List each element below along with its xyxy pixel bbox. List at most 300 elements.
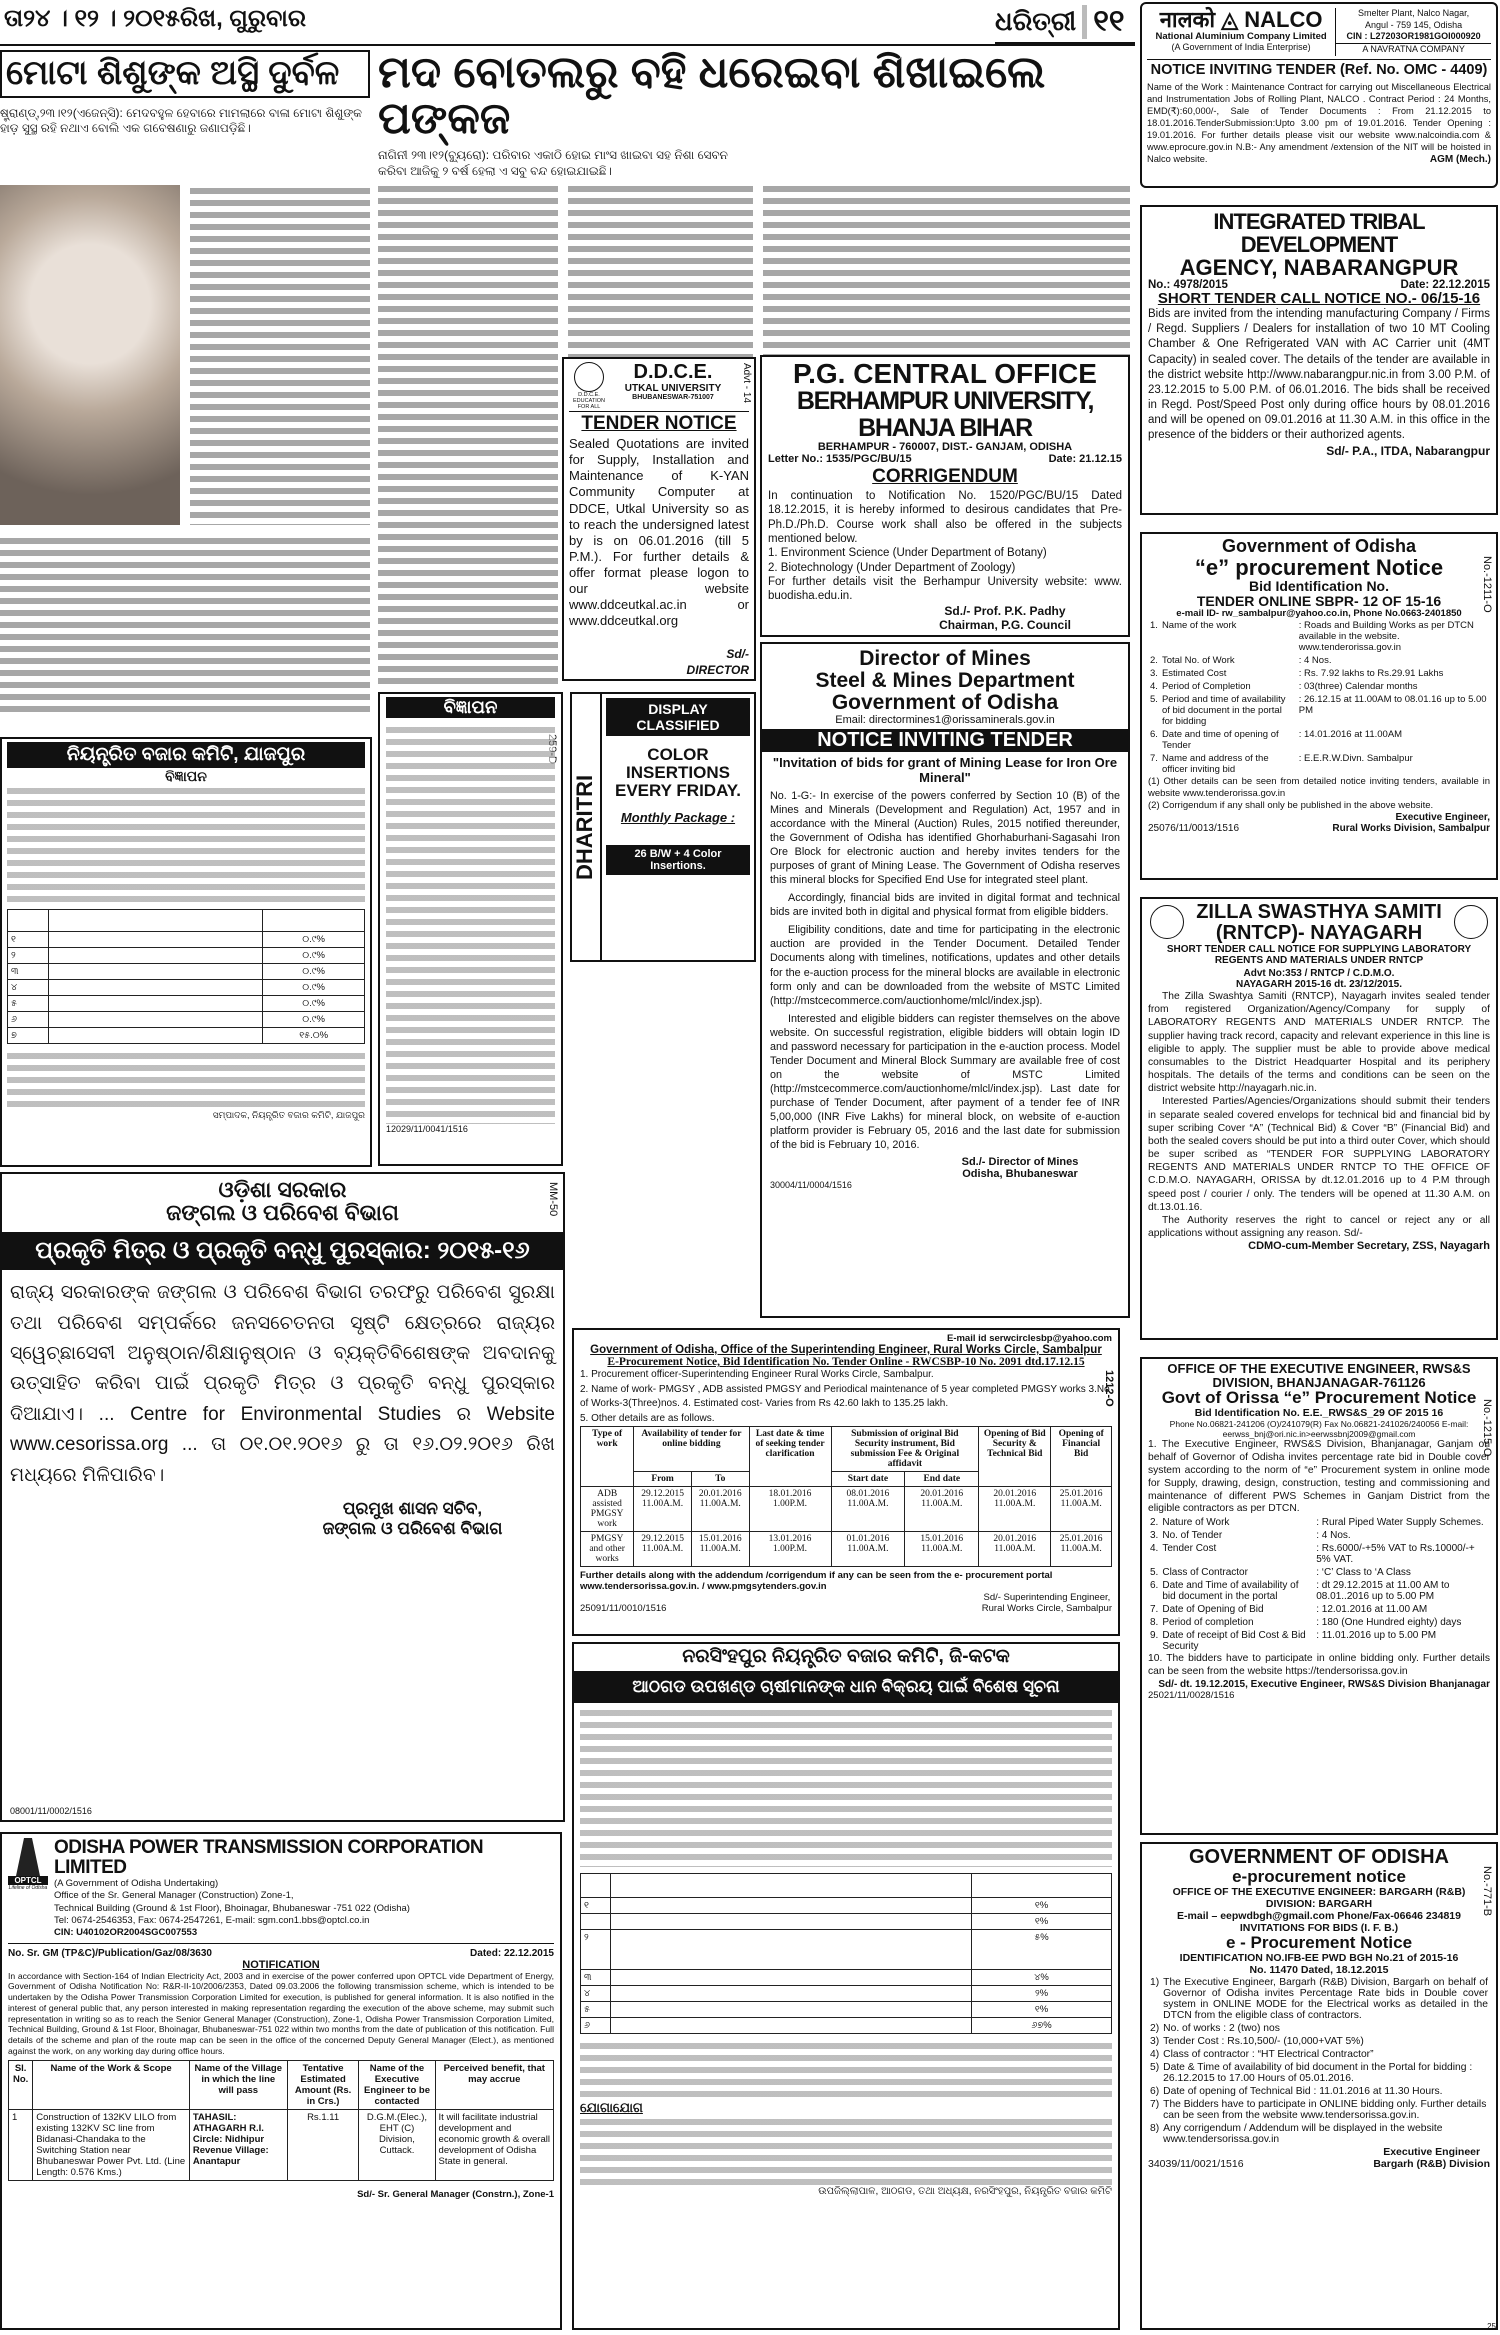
- table-cell: 20.01.2016 11.00A.M.: [691, 1487, 749, 1532]
- table-cell: [49, 964, 263, 980]
- article-2-body-col1: [378, 183, 558, 685]
- rwss-item: [1148, 1566, 1490, 1579]
- ddce-logo-text: D.D.C.E. EDUCATION FOR ALL: [573, 392, 605, 411]
- forest-bar: ପ୍ରକୃତି ମିତ୍ର ଓ ପ୍ରକୃତି ବନ୍ଧୁ ପୁରସ୍କାର: ୨୦୧୫-୧୬: [2, 1232, 563, 1270]
- table-cell: ୧%: [972, 1913, 1112, 1929]
- table-cell: No. of works : 2 (two) nos: [1163, 2022, 1280, 2034]
- bargarh-item: [1148, 2048, 1490, 2061]
- itda-tender-ad: [1140, 205, 1498, 515]
- table-cell: Tender Cost: [1162, 1543, 1217, 1555]
- table-row: [581, 1487, 1112, 1532]
- table-row: [9, 2061, 554, 2110]
- table-cell: 6.: [1150, 729, 1158, 741]
- jajpur-body: [7, 785, 365, 905]
- bigyapan-code: 12029/11/0041/1516: [386, 1124, 468, 1134]
- table-cell: 20.01.2016 11.00A.M.: [905, 1487, 979, 1532]
- ddce-city: BHUBANESWAR-751007: [632, 394, 714, 401]
- narsinghpur-sign: ଉପଜିଲ୍ଲାପାଳ, ଆଠଗଡ, ତଥା ଅଧ୍ୟକ୍ଷ, ନରସିଂହପୁର, ନିୟନ୍ତ୍ରିତ ବଜାର କମିଟି: [818, 2185, 1112, 2197]
- rwc-sign-1: Sd/- Superintending Engineer,: [983, 1592, 1111, 1603]
- table-header-cell: Type of work: [581, 1427, 634, 1487]
- optcl-sign: Sd/- Sr. General Manager (Constrn.), Zone-1: [357, 2189, 554, 2201]
- table-header-cell: Opening of Financial Bid: [1051, 1427, 1112, 1487]
- table-row: [9, 2110, 554, 2181]
- rwss-item: [1148, 1603, 1490, 1616]
- divider: [1082, 5, 1087, 39]
- sbpr-item: [1148, 680, 1490, 693]
- table-cell: Nature of Work: [1162, 1517, 1230, 1529]
- bargarh-contact: E-mail – eepwdbgh@gmail.com Phone/Fax-06646 234819: [1177, 1909, 1461, 1922]
- table-cell: 29.12.2015 11.00A.M.: [634, 1487, 692, 1532]
- table-cell: 1: [9, 2110, 33, 2181]
- table-cell: ୫: [8, 996, 49, 1012]
- rwc-l1: 1. Procurement officer-Superintending Engineer Rural Works Circle, Sambalpur.: [580, 1369, 934, 1380]
- table-cell: 25.01.2016 11.00A.M.: [1051, 1487, 1112, 1532]
- table-cell: : 03(three) Calendar months: [1298, 681, 1418, 693]
- sbpr-contact: e-mail ID- rw_sambalpur@yahoo.co.in, Phone No.0663-2401850: [1176, 608, 1462, 620]
- jajpur-rate-row: [8, 964, 365, 980]
- zss-p1: The Zilla Swashtya Samiti (RNTCP), Nayagarh invites sealed tender from registered Organization/Agency/Company for supply of LABORATORY REGENTS AND MATERIALS UNDER RNTCP. The supplier having track record, capacity and relevant experience in this line is eligible to apply. The supplier must be able to provide above medical consumables to the District Headquarter Hospital and its periphery hospitals. The details of the terms and conditions can be seen on the district website http://nayagarh.nic.in.: [1148, 991, 1490, 1095]
- table-cell: 1): [1150, 1976, 1160, 1988]
- bargarh-item: [1148, 2061, 1490, 2085]
- ddce-title: D.D.C.E.: [633, 361, 713, 383]
- table-header-cell: Perceived benefit, that may accrue: [435, 2061, 553, 2110]
- table-cell: ୬: [8, 1012, 49, 1028]
- sbpr-items: [1148, 619, 1490, 776]
- rwss-item: [1148, 1516, 1490, 1529]
- rwc-sign-2: Rural Works Circle, Sambalpur: [981, 1603, 1112, 1614]
- nalco-navratna: A NAVRATNA COMPANY: [1362, 44, 1465, 55]
- narsinghpur-rate-row: [581, 2001, 1112, 2017]
- table-cell: Tender Cost : Rs.10,500/- (10,000+VAT 5%): [1163, 2035, 1364, 2047]
- sbpr-eprocurement-ad: [1140, 532, 1498, 880]
- narsinghpur-rate-row: [581, 1969, 1112, 1985]
- nalco-sign: AGM (Mech.): [1429, 153, 1491, 165]
- sbpr-note-2: (2) Corrigendum if any shall only be published in the above website.: [1148, 800, 1434, 812]
- bargarh-ident: IDENTIFICATION NO.IFB-EE PWD BGH No.21 of 2015-16: [1179, 1951, 1459, 1964]
- table-cell: ୪%: [972, 1969, 1112, 1985]
- itda-title-1: INTEGRATED TRIBAL DEVELOPMENT: [1213, 209, 1425, 258]
- table-cell: : 180 (One Hundred eighty) days: [1316, 1617, 1462, 1629]
- table-cell: : Rs. 7.92 lakhs to Rs.29.91 Lakhs: [1298, 668, 1444, 680]
- ddce-notice: TENDER NOTICE: [581, 413, 737, 435]
- zss-tender-ad: [1140, 897, 1498, 1340]
- sbpr-code: 25076/11/0013/1516: [1148, 822, 1240, 834]
- forest-body: ରାଜ୍ୟ ସରକାରଙ୍କ ଜଙ୍ଗଲ ଓ ପରିବେଶ ବିଭାଗ ତରଫରୁ ପରିବେଶ ସୁରକ୍ଷା ତଥା ପରିବେଶ ସମ୍ପର୍କରେ ଜନସଚେତନତା ସୃଷ୍ଟି କ୍ଷେତ୍ରରେ ରାଜ୍ୟର ସ୍ୱେଚ୍ଛାସେବୀ ଅନୁଷ୍ଠାନ/ଶିକ୍ଷାନୁଷ୍ଠାନ ଓ ବ୍ୟକ୍ତିବିଶେଷଙ୍କ ଅବଦାନକୁ ଉତ୍ସାହିତ କରିବା ପାଇଁ ପ୍ରକୃତି ମିତ୍ର ଓ ପ୍ରକୃତି ବନ୍ଧୁ ପୁରସ୍କାର ଦିଆଯାଏ। ... Centre for Environmental Studies ର Website www.cesorissa.org ... ତା ୦୧.୦୧.୨୦୧୬ ରୁ ତା ୧୬.୦୨.୨୦୧୬ ରିଖ ମଧ୍ୟରେ ମିଳିପାରିବ।: [10, 1282, 555, 1486]
- table-cell: 25.01.2016 11.00A.M.: [1051, 1532, 1112, 1567]
- table-cell: ୦.୯%: [263, 932, 365, 948]
- table-cell: Name and address of the officer inviting bid: [1161, 753, 1269, 776]
- table-cell: Date of receipt of Bid Cost & Bid Security: [1162, 1630, 1306, 1653]
- sbpr-item: [1148, 619, 1490, 654]
- mines-bar: NOTICE INVITING TENDER: [762, 729, 1128, 752]
- mines-sign-2: Odisha, Bhubaneswar: [962, 1167, 1078, 1180]
- table-cell: ୫%: [972, 1929, 1112, 1969]
- ddce-tender-ad: [562, 357, 756, 681]
- jajpur-rate-row: [8, 932, 365, 948]
- rwss-contact: Phone No.06821-241206 (O)/241079(R) Fax No.06821-241026/240056 E-mail: eerwss_bnj@ori.nic.in>eerwssbnj2009@gmail.com: [1169, 1419, 1469, 1440]
- zss-sub: SHORT TENDER CALL NOTICE FOR SUPPLYING LABORATORY REGENTS AND MATERIALS UNDER RNTCP: [1166, 944, 1472, 966]
- table-cell: 7): [1150, 2098, 1160, 2110]
- nalco-cin: CIN : L27203OR1981GOI000920: [1336, 31, 1491, 44]
- table-cell: 18.01.2016 1.00P.M.: [749, 1487, 831, 1532]
- page-number: ୧୧: [1093, 5, 1125, 39]
- bargarh-side-code: No.-771-B: [1481, 1866, 1493, 1917]
- bargarh-code: 34039/11/0021/1516: [1148, 2157, 1244, 2170]
- table-cell: : Rs.6000/-+5% VAT to Rs.10000/-+ 5% VAT.: [1316, 1543, 1475, 1566]
- jajpur-sub: ବିଜ୍ଞାପନ: [165, 768, 207, 784]
- rwc-code: 25091/11/0010/1516: [580, 1603, 667, 1614]
- forest-sign-2: ଜଙ୍ଗଲ ଓ ପରିବେଶ ବିଭାଗ: [322, 1518, 503, 1538]
- nalco-logo: NALCO: [1244, 7, 1323, 32]
- table-cell: ୪: [8, 980, 49, 996]
- pg-sign-name: Sd./- Prof. P.K. Padhy: [944, 603, 1066, 618]
- optcl-name: ODISHA POWER TRANSMISSION CORPORATION LIMITED: [54, 1837, 484, 1878]
- table-header-cell: Start date: [831, 1472, 905, 1487]
- rwc-t2: E-Procurement Notice, Bid Identification No. Tender Online - RWCSBP-10 No. 2091 dtd.17.12.15: [607, 1356, 1085, 1368]
- table-cell: [972, 1873, 1112, 1897]
- table-cell: ୦.୯%: [263, 980, 365, 996]
- table-cell: Date and time of opening of Tender: [1161, 729, 1279, 752]
- table-header-cell: Name of the Village in which the line will pass: [189, 2061, 287, 2110]
- jajpur-market-ad: [0, 737, 372, 1167]
- itda-date: Date: 22.12.2015: [1400, 279, 1490, 292]
- pg-university: BERHAMPUR UNIVERSITY, BHANJA BIHAR: [796, 387, 1094, 442]
- table-cell: ୦.୯%: [263, 964, 365, 980]
- date-line: ତା୨୪ । ୧୨ । ୨୦୧୫ରିଖ, ଗୁରୁବାର: [4, 5, 307, 32]
- table-cell: ୬୭%: [972, 2017, 1112, 2033]
- itda-sign: Sd/- P.A., ITDA, Nabarangpur: [1326, 443, 1490, 458]
- pg-central-ad: [760, 355, 1130, 637]
- sbpr-sign-2: Rural Works Division, Sambalpur: [1332, 822, 1490, 834]
- pg-letter-no: Letter No.: 1535/PGC/BU/15: [768, 452, 912, 465]
- article-2-lead: ନାଗିନୀ ୨୩।୧୨(ବ୍ୟୁରୋ): ପରିବାର ଏକାଠି ହୋଇ ମାଂସ ଖାଇବା ସହ ନିଶା ସେବନ କରିବା ଆଜିକୁ ୨ ବର୍ଷ ହେଲା ଏ ସବୁ ବନ୍ଦ ହୋଇଯାଇଛି।: [378, 148, 728, 178]
- jajpur-title: ନିୟନ୍ତ୍ରିତ ବଜାର କମିଟି, ଯାଜପୁର: [7, 742, 365, 768]
- table-cell: 3): [1150, 2035, 1160, 2047]
- odisha-emblem-icon: [1454, 905, 1488, 939]
- bargarh-item: [1148, 2122, 1490, 2146]
- forest-t1: ଓଡ଼ିଶା ସରକାର: [218, 1177, 347, 1202]
- table-row: [581, 1427, 1112, 1472]
- table-cell: [611, 1897, 972, 1913]
- rwss-p10: 10. The bidders have to participate in online bidding only. Further details can be seen from the website https://tendersorissa.gov.in: [1148, 1653, 1490, 1678]
- bargarh-t4: e - Procurement Notice: [1225, 1932, 1413, 1952]
- table-cell: The Executive Engineer, Bargarh (R&B) Division, Bargarh on behalf of Governor of Odisha invites Percentage Rate bids in Double cover system in ONLINE MODE for the Electrical works as detailed in the DTCN from the eligible class of contractors.: [1163, 1976, 1488, 2021]
- zss-t1: ZILLA SWASTHYA SAMITI: [1196, 901, 1442, 923]
- table-cell: 20.01.2016 11.00A.M.: [979, 1487, 1051, 1532]
- mines-t1: Director of Mines: [859, 647, 1031, 670]
- table-cell: 15.01.2016 11.00A.M.: [905, 1532, 979, 1567]
- table-cell: ୩: [8, 964, 49, 980]
- table-cell: D.G.M.(Elec.), EHT (C) Division, Cuttack.: [359, 2110, 435, 2181]
- jajpur-rate-table: [7, 909, 365, 1044]
- table-cell: TAHASIL: ATHAGARH R.I. Circle: Nidhipur Revenue Village: Anantapur: [189, 2110, 287, 2181]
- table-header-cell: Name of the Work & Scope: [33, 2061, 190, 2110]
- table-cell: 15.01.2016 11.00A.M.: [691, 1532, 749, 1567]
- zss-advt-2: NAYAGARH 2015-16 dt. 23/12/2015.: [1235, 979, 1403, 990]
- table-cell: Date of opening of Technical Bid : 11.01.2016 at 11.30 Hours.: [1163, 2085, 1443, 2097]
- ddce-univ: UTKAL UNIVERSITY: [624, 383, 722, 394]
- table-cell: : 4 Nos.: [1316, 1530, 1351, 1542]
- table-cell: ୬: [581, 2017, 611, 2033]
- bargarh-item: [1148, 2098, 1490, 2122]
- bargarh-eprocurement-ad: [1140, 1842, 1498, 2330]
- optcl-table: [8, 2060, 554, 2181]
- table-cell: : 4 Nos.: [1298, 655, 1332, 667]
- forest-side: MM-50: [547, 1182, 559, 1217]
- bargarh-no: No. 11470 Dated, 18.12.2015: [1249, 1963, 1389, 1976]
- article-1: [0, 50, 370, 730]
- classified-color: COLOR INSERTIONS EVERY FRIDAY.: [615, 745, 741, 800]
- dharitri-side-label: DHARITRI: [572, 694, 602, 960]
- table-cell: 2.: [1150, 1517, 1159, 1529]
- table-header-cell: Opening of Bid Security & Technical Bid: [979, 1427, 1051, 1487]
- rwss-t1: OFFICE OF THE EXECUTIVE ENGINEER, RWS&S DIVISION, BHANJANAGAR-761126: [1167, 1361, 1471, 1390]
- sbpr-item: [1148, 667, 1490, 680]
- table-cell: 6): [1150, 2085, 1160, 2097]
- article-1-body-2: [0, 535, 370, 715]
- ddce-body: Sealed Quotations are invited for Supply, Installation and Maintenance of K-YAN Community Computer at DDCE, Utkal University so as to reach the undersigned latest by is on 06.01.2016 (till 5 P.M.). For further details & offer format please logon to our website www.ddceutkal.ac.in or www.ddceutkal.org: [569, 436, 749, 629]
- bargarh-item: [1148, 2085, 1490, 2098]
- sbpr-t4: TENDER ONLINE SBPR- 12 OF 15-16: [1196, 592, 1442, 609]
- rwc-further: Further details along with the addendum /corrigendum if any can be seen from the e- procurement portal www.tendersorissa.gov.in. / www.pmgsytenders.gov.in: [580, 1570, 1053, 1592]
- bigyapan-title: ବିଜ୍ଞାପନ: [386, 697, 555, 718]
- table-cell: ୨: [581, 1929, 611, 1969]
- rwss-side-code: No.-1215-O: [1481, 1399, 1493, 1457]
- jajpur-rate-row: [8, 996, 365, 1012]
- table-cell: : Roads and Building Works as per DTCN available in the website. www.tenderorissa.gov.in: [1298, 620, 1474, 654]
- table-cell: [49, 980, 263, 996]
- optcl-tagline: Lifeline of Odisha: [8, 1885, 48, 1891]
- table-cell: ୨: [8, 948, 49, 964]
- table-cell: 2): [1150, 2022, 1160, 2034]
- pg-item-2: 2. Biotechnology (Under Department of Zoology): [768, 561, 1016, 574]
- table-cell: ୩: [581, 1969, 611, 1985]
- transmission-tower-icon: [8, 1838, 48, 1876]
- bargarh-sign-2: Bargarh (R&B) Division: [1373, 2157, 1490, 2170]
- classified-package: 26 B/W + 4 Color Insertions.: [606, 845, 750, 875]
- rural-works-circle-ad: [572, 1328, 1120, 1636]
- table-cell: ୧: [581, 1897, 611, 1913]
- table-cell: : 26.12.15 at 11.00AM to 08.01.16 up to 5.00 PM: [1298, 694, 1487, 717]
- table-cell: Period of completion: [1162, 1617, 1254, 1629]
- table-cell: Date and Time of availability of bid document in the portal: [1162, 1580, 1299, 1603]
- bigyapan-body: [386, 724, 555, 1124]
- table-cell: 5): [1150, 2061, 1160, 2073]
- bargarh-t2: e-procurement notice: [1232, 1867, 1406, 1886]
- utkal-logo-icon: [574, 362, 604, 392]
- mines-p1: No. 1-G:- In exercise of the powers conferred by Section 10 (B) of the Mines and Minerals (Development and Regulation) Act, 1957 and in accordance with the Mineral (Auction) Rules, 2015 notified thereunder, the Government of Odisha has identified Ghorhaburhani-Sagasahi Iron Ore Block for electronic auction and hereby invites tenders for the purposes of grant of Mining Lease. The Government of Odisha reserves this mineral blocks for Specified End Use for integrated steel plant.: [770, 790, 1120, 887]
- bigyapan-ad: [378, 692, 563, 1166]
- table-cell: [49, 948, 263, 964]
- table-cell: : dt 29.12.2015 at 11.00 AM to 08.01..2016 up to 5.00 PM: [1316, 1580, 1450, 1603]
- rwc-l3: 5. Other details are as follows.: [580, 1412, 715, 1424]
- table-row: [581, 1873, 1112, 1897]
- table-cell: ୨%: [972, 1985, 1112, 2001]
- mines-p3: Eligibility conditions, date and time for participating in the electronic auction are provided in the Tender Document. Detailed Tender Documents along with timelines, notifications, updates and other details for the e-auction process for the mineral blocks are available in electronic form only and can be downloaded from the website of MSTC Limited (http://mstcecommerce.com/auctionhome/mlcl/index.jsp).: [770, 924, 1120, 1007]
- table-cell: 3.: [1150, 668, 1158, 680]
- header-rule: [0, 44, 1135, 46]
- table-cell: 8.: [1150, 1617, 1159, 1629]
- table-cell: : Rural Piped Water Supply Schemes.: [1316, 1517, 1484, 1529]
- mines-t3: Government of Odisha: [831, 691, 1059, 715]
- optcl-l3: Technical Building (Ground & 1st Floor), Bhoinagar, Bhubaneswar -751 022 (Odisha): [54, 1902, 410, 1914]
- table-cell: 4): [1150, 2048, 1160, 2060]
- sbpr-sign-1: Executive Engineer,: [1395, 811, 1490, 823]
- rwss-item: [1148, 1579, 1490, 1603]
- table-header-cell: Last date & time of seeking tender clarification: [749, 1427, 831, 1487]
- rwc-email: E-mail id serwcirclesbp@yahoo.com: [946, 1333, 1112, 1344]
- nalco-logo-icon: ◬: [1221, 7, 1239, 32]
- table-cell: 4.: [1150, 1543, 1159, 1555]
- table-cell: ADB assisted PMGSY work: [581, 1487, 634, 1532]
- itda-body: Bids are invited from the intending manufacturing Company / Firms / Regd. Suppliers / Dealers for installation of two 10 MT Cooling Chamber & One Refrigerated VAN with AC Carrier unit (4MT Capacity) in sealed cover. The details of the tender are available in the district website http://www.nabarangpur.nic.in from 3.00 P.M. of 23.12.2015 to 5.00 P.M. of 06.01.2016. The bids shall be received in Regd. Post/Speed Post only during office hours by 08.01.2016 and will be opened on 09.01.2016 at 11.30 A.M. in this office in the presence of the bidders or their authorized agents.: [1148, 308, 1490, 442]
- masthead: [995, 2, 1135, 44]
- table-cell: It will facilitate industrial development and economic growth & overall development of Odisha State in general.: [435, 2110, 553, 2181]
- table-header-cell: Submission of original Bid Security instrument, Bid submission Fee & Original affidavit: [831, 1427, 979, 1472]
- table-cell: 7.: [1150, 753, 1158, 765]
- itda-notice: SHORT TENDER CALL NOTICE NO.- 06/15-16: [1157, 290, 1481, 308]
- nalco-tender-ad: [1140, 2, 1498, 188]
- table-cell: ୧: [8, 932, 49, 948]
- mines-p2: Accordingly, financial bids are invited in digital format and technical bids are invited both in digital and physical format from eligible bidders.: [770, 892, 1120, 919]
- table-cell: [49, 910, 263, 932]
- pg-item-1: 1. Environment Science (Under Department of Botany): [768, 547, 1047, 560]
- rwss-item: [1148, 1542, 1490, 1566]
- bargarh-item: [1148, 2022, 1490, 2035]
- paper-name: ଧରିତ୍ରୀ: [995, 6, 1077, 37]
- optcl-notification-ad: [0, 1832, 562, 2330]
- bargarh-t1: GOVERNMENT OF ODISHA: [1188, 1846, 1449, 1868]
- table-cell: Period of Completion: [1161, 681, 1251, 693]
- itda-title-2: AGENCY, NABARANGPUR: [1179, 255, 1459, 281]
- table-cell: 1.: [1150, 620, 1158, 632]
- nalco-title: NOTICE INVITING TENDER (Ref. No. OMC - 4409): [1150, 61, 1488, 78]
- forest-sign-1: ପ୍ରମୁଖ ଶାସନ ସଚିବ,: [342, 1498, 483, 1518]
- table-cell: [611, 1929, 972, 1969]
- table-cell: ୧%: [972, 1897, 1112, 1913]
- table-cell: : ‘C’ Class to ‘A Class: [1316, 1567, 1411, 1579]
- bargarh-items: [1148, 1976, 1490, 2146]
- forest-award-ad: [0, 1172, 565, 1822]
- table-cell: [49, 1028, 263, 1044]
- table-cell: [611, 1969, 972, 1985]
- table-cell: Date of Opening of Bid: [1162, 1604, 1264, 1616]
- table-cell: Period and time of availability of bid document in the portal for bidding: [1161, 694, 1286, 728]
- bargarh-item: [1148, 2035, 1490, 2048]
- table-cell: [49, 1012, 263, 1028]
- table-cell: 5.: [1150, 694, 1158, 706]
- ddce-sd: Sd/-: [726, 647, 749, 661]
- table-cell: [581, 1873, 611, 1897]
- nalco-addr1: Smelter Plant, Nalco Nagar,: [1358, 8, 1470, 18]
- rwc-l2: 2. Name of work- PMGSY , ADB assisted PMGSY and Periodical maintenance of 5 year completed PMGSY works 3.No of Works-3(Three)nos. 4. Estimated cost- Varies from Rs 42.60 lakh to 135.25 lakh.: [580, 1383, 1110, 1409]
- rwss-p1: 1. The Executive Engineer, RWS&S Division, Bhanjanagar, Ganjam on behalf of Governor of Odisha invites percentage rate bid in Double cover system according to the norm of “e” Procurement system in online mode for Supply, drawing, design, construction, testing and commissioning and maintenance of different PWS Schemes in Ganjam District from the eligible contractors as per DTCN.: [1148, 1439, 1490, 1515]
- table-cell: Rs.1.11: [287, 2110, 359, 2181]
- article-1-body: [190, 185, 370, 525]
- jajpur-sign: ସମ୍ପାଦକ, ନିୟନ୍ତ୍ରିତ ବଜାର କମିଟି, ଯାଜପୁର: [212, 1110, 365, 1120]
- optcl-date: Dated: 22.12.2015: [470, 1947, 554, 1959]
- narsinghpur-contacts: [580, 2116, 1112, 2186]
- rwc-t1: Government of Odisha, Office of the Superintending Engineer, Rural Works Circle, Sambalpur: [590, 1344, 1102, 1356]
- sbpr-item: [1148, 654, 1490, 667]
- forest-code: 08001/11/0002/1516: [10, 1806, 92, 1816]
- rwc-table: [580, 1426, 1112, 1567]
- table-cell: : 14.01.2016 at 11.00AM: [1298, 729, 1403, 741]
- table-cell: Class of Contractor: [1162, 1567, 1248, 1579]
- narsinghpur-rate-row: [581, 1913, 1112, 1929]
- pg-sign-title: Chairman, P.G. Council: [939, 617, 1071, 632]
- mines-code: 30004/11/0004/1516: [770, 1179, 852, 1190]
- nalco-body: Name of the Work : Maintenance Contract for carrying out Miscellaneous Electrical and Instrumentation Jobs of Rolling Plant, NALCO . Contract Period : 24 Months, EMD(₹):60,000/-, Sale of Tender Documents : From 21.12.2015 to 18.01.2016.TenderSubmission:Upto 3.00 pm of 19.01.2016. Tender Opening : 19.01.2016. For further details please visit our website www.nalcoindia.com & www.eprocure.gov.in N.B:- Any amendment /extension of the NIT will be hoisted in Nalco website.: [1147, 81, 1491, 165]
- narsinghpur-market-ad: [572, 1642, 1120, 2330]
- article-1-headline: ମୋଟା ଶିଶୁଙ୍କ ଅସ୍ଥି ଦୁର୍ବଳ: [0, 50, 370, 98]
- narsinghpur-rate-table: [580, 1873, 1112, 2034]
- table-cell: 13.01.2016 1.00P.M.: [749, 1532, 831, 1567]
- display-classified-ad: [570, 692, 756, 962]
- table-cell: Estimated Cost: [1161, 668, 1227, 680]
- sbpr-item: [1148, 728, 1490, 752]
- jajpur-rate-row: [8, 1028, 365, 1044]
- table-cell: 5.: [1150, 1567, 1159, 1579]
- narsinghpur-rate-row: [581, 2017, 1112, 2033]
- zss-t2: (RNTCP)- NAYAGARH: [1215, 922, 1423, 944]
- rwss-bid: Bid Identification No. E.E._RWS&S_29 OF 2015 16: [1194, 1407, 1444, 1420]
- table-cell: [611, 2001, 972, 2017]
- zss-advt-1: Advt No:353 / RNTCP / C.D.M.O.: [1243, 968, 1395, 979]
- table-header-cell: From: [634, 1472, 692, 1487]
- classified-title: DISPLAY CLASSIFIED: [606, 698, 750, 736]
- pg-address: BERHAMPUR - 760007, DIST.- GANJAM, ODISHA: [817, 440, 1073, 453]
- narsinghpur-notes: [580, 2040, 1112, 2100]
- mines-sign-1: Sd./- Director of Mines: [961, 1155, 1079, 1168]
- jajpur-footer-text: [7, 1050, 365, 1110]
- table-cell: ୧%: [972, 2001, 1112, 2017]
- table-cell: 3.: [1150, 1530, 1159, 1542]
- ddce-advt-no: Advt - 14: [741, 363, 752, 404]
- baby-photo: [0, 185, 180, 525]
- narsinghpur-contact-head: ଯୋଗାଯୋଗ: [580, 2099, 643, 2115]
- pg-corrigendum: CORRIGENDUM: [872, 465, 1018, 487]
- table-cell: [611, 1985, 972, 2001]
- table-cell: Date & Time of availability of bid document in the Portal for bidding : 26.12.2015 to 17.00 Hours of 05.01.2016.: [1163, 2061, 1473, 2084]
- sbpr-item: [1148, 752, 1490, 776]
- nalco-logo-hindi: नालको: [1159, 7, 1216, 32]
- rwss-item: [1148, 1616, 1490, 1629]
- rwss-t2: Govt of Orissa “e” Procurement Notice: [1161, 1388, 1477, 1408]
- jajpur-rate-row: [8, 980, 365, 996]
- table-cell: ୦.୯%: [263, 996, 365, 1012]
- narsinghpur-rate-row: [581, 1929, 1112, 1969]
- zss-p2: Interested Parties/Agencies/Organizations should submit their tenders in separate sealed covered envelops for technical bid and financial bid by super scribing Cover “A” (Technical Bid) & Cover “B” (Financial Bid) and both the sealed covers should be put into a third outer Cover, which should be super scribed as “TENDER FOR SUPPLYING LABORATORY REGENTS AND MATERIALS UNDER RNTCP TO THE OFFICE OF C.D.M.O. NAYAGARH, ORISSA by dt.12.01.2016 up to 4 P.M through speed post / courier / only. The tenders will be opened at 11.30 A.M. on dt.13.01.16.: [1148, 1096, 1490, 1213]
- ddce-director: DIRECTOR: [686, 663, 749, 677]
- table-header-cell: Name of the Executive Engineer to be contacted: [359, 2061, 435, 2110]
- table-cell: ୦.୯%: [263, 1012, 365, 1028]
- table-cell: Class of contractor : “HT Electrical Contractor”: [1163, 2048, 1374, 2060]
- table-cell: [263, 910, 365, 932]
- narsinghpur-rate-row: [581, 1985, 1112, 2001]
- optcl-logo: OPTCL: [8, 1876, 48, 1885]
- sbpr-side-code: No.-1211-O: [1481, 556, 1493, 613]
- narsinghpur-title: ନରସିଂହପୁର ନିୟନ୍ତ୍ରିତ ବଜାର କମିଟି, ଜି-କଟକ: [682, 1646, 1010, 1667]
- pg-more: For further details visit the Berhampur University website: www. buodisha.edu.in.: [768, 576, 1122, 603]
- mines-t2: Steel & Mines Department: [815, 669, 1075, 693]
- optcl-body: In accordance with Section-164 of Indian Electricity Act, 2003 and in exercise of the power conferred upon OPTCL vide Department of Energy, Government of Odisha Notification No: R&R-II-10/2006/2353, Dated 09.03.2006 the following transmission scheme, which is intended to be undertaken by the Odisha Power Transmission Corporation Limited for execution, is published for general information. It is also notified in the interest of general public that, any person interested in making representation regarding the execution of the above scheme, may submit such representation in writing so as to reach the Senior General Manager (Construction), Zone-1, Odisha Power Transmission Corporation Limited, Technical Building, Ground & 1st Floor, Bhoinagar, Bhubaneswar-751 022 within two months from the date of publication of this notification. Full details of the scheme and plan of the route map can be seen in the office of the concerned Deputy General Manager (Elect.), as mentioned against the work, on any working day during office hours.: [8, 1970, 554, 2056]
- nalco-company: National Aluminium Company Limited: [1155, 31, 1327, 43]
- table-cell: 01.01.2016 11.00A.M.: [831, 1532, 905, 1567]
- optcl-no: No. Sr. GM (TP&C)/Publication/Gaz/08/3630: [8, 1947, 212, 1959]
- sbpr-t3: Bid Identification No.: [1249, 577, 1389, 594]
- rwss-sign: Sd/- dt. 19.12.2015, Executive Engineer, RWS&S Division Bhanjanagar: [1158, 1679, 1490, 1690]
